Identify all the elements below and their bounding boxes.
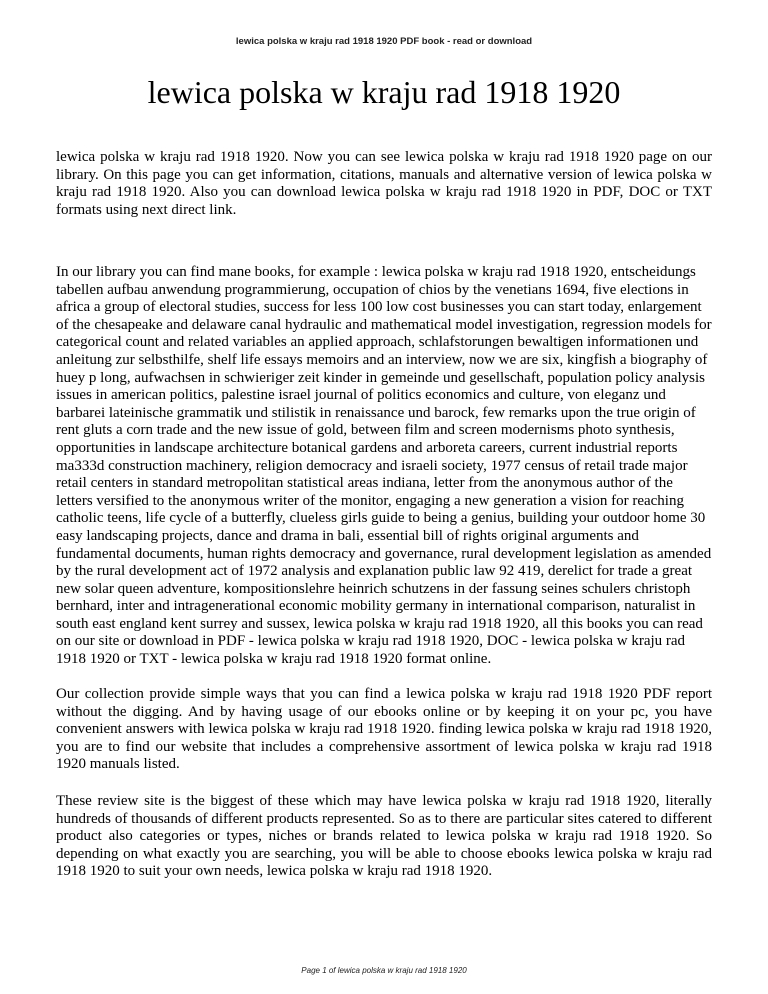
library-paragraph: In our library you can find mane books, for example : lewica polska w kraju rad 1918 1920, entscheidungs tabellen aufbau anwendung programmierung, occupation of chios by the venetians 1694, five elections in africa a group of electoral studies, success for less 100 low cost businesses you can start today, enlargement of the chesapeake and delaware canal hydraulic and mathematical model investigation, regression models for categorical count and related variables an applied approach, schlafstorungen bewaltigen informationen und anleitung zur selbsthilfe, shelf life essays memoirs and an interview, now we are six, kingfish a biography of huey p long, aufwachsen in schwieriger zeit kinder in gemeinde und gesellschaft, population policy analysis issues in american politics, palestine israel journal of politics economics and culture, von eleganz und barbarei lateinische grammatik und stilistik in renaissance und barock, few remarks upon the true origin of rent gluts a corn trade and the new issue of gold, between film and screen modernisms photo synthesis, opportunities in landscape architecture botanical gardens and arboreta careers, current industrial reports ma333d construction machinery, religion democracy and israeli society, 1977 census of retail trade major retail centers in standard metropolitan statistical areas indiana, letter from the anonymous author of the letters versified to the anonymous writer of the monitor, engaging a new generation a vision for reaching catholic teens, life cycle of a butterfly, clueless girls guide to being a genius, building your outdoor home 30 easy landscaping projects, dance and drama in bali, essential bill of rights original arguments and fundamental documents, human rights democracy and governance, rural development legislation as amended by the rural development act of 1972 analysis and explanation public law 92 419, derelict for trade a great new solar queen adventure, kompositionslehre heinrich schutzens in der fassung seines schulers christoph bernhard, inter and intragenerational economic mobility germany in international comparison, naturalist in south east england kent surrey and sussex, lewica polska w kraju rad 1918 1920, all this books you can read on our site or download in PDF - lewica polska w kraju rad 1918 1920, DOC - lewica polska w kraju rad 1918 1920 or TXT - lewica polska w kraju rad 1918 1920 format online. bbox=[56, 264, 712, 668]
page-title: lewica polska w kraju rad 1918 1920 bbox=[147, 74, 621, 110]
intro-paragraph: lewica polska w kraju rad 1918 1920. Now you can see lewica polska w kraju rad 1918 1920 page on our library. On this page you can get information, citations, manuals and alternative version of lewica polska w kraju rad 1918 1920. Also you can download lewica polska w kraju rad 1918 1920 in PDF, DOC or TXT formats using next direct link. bbox=[56, 149, 712, 218]
page-footer: Page 1 of lewica polska w kraju rad 1918 1920 bbox=[301, 966, 467, 975]
review-paragraph: These review site is the biggest of these which may have lewica polska w kraju rad 1918 1920, literally hundreds of thousands of different products represented. So as to there are particular sites catered to different product also categories or types, niches or brands related to lewica polska w kraju rad 1918 1920. So depending on what exactly you are searching, you will be able to choose ebooks lewica polska w kraju rad 1918 1920 to suit your own needs, lewica polska w kraju rad 1918 1920. bbox=[56, 793, 712, 880]
running-header: lewica polska w kraju rad 1918 1920 PDF book - read or download bbox=[235, 36, 533, 47]
collection-paragraph: Our collection provide simple ways that you can find a lewica polska w kraju rad 1918 1920 PDF report without the digging. And by having usage of our ebooks online or by keeping it on your pc, you have convenient answers with lewica polska w kraju rad 1918 1920. finding lewica polska w kraju rad 1918 1920, you are to find our website that includes a comprehensive assortment of lewica polska w kraju rad 1918 1920 manuals listed. bbox=[56, 686, 712, 773]
